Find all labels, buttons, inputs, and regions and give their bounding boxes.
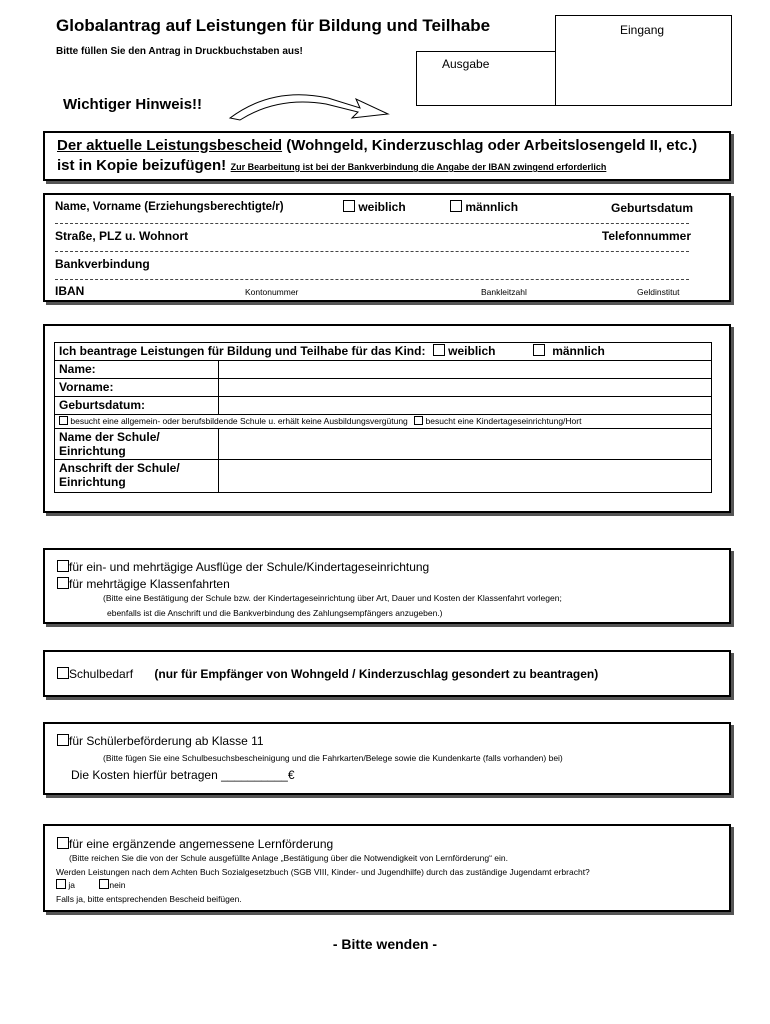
child-birth-field[interactable] <box>219 397 712 415</box>
child-birth-label: Geburtsdatum: <box>55 397 219 415</box>
supplies-checkbox[interactable] <box>57 667 69 679</box>
no-checkbox[interactable] <box>99 879 109 889</box>
school-address-field[interactable] <box>219 460 712 493</box>
applicant-bank-label: Bankverbindung <box>55 257 150 271</box>
tutoring-checkbox[interactable] <box>57 837 69 849</box>
school-check-label: besucht eine allgemein- oder berufsbildende Schule u. erhält keine Ausbildungsvergütung <box>70 416 408 426</box>
hinweis-label: Wichtiger Hinweis!! <box>63 96 203 113</box>
transport-cost[interactable]: Die Kosten hierfür betragen __________€ <box>71 768 295 782</box>
yes-label: ja <box>68 880 75 890</box>
day-trips-checkbox[interactable] <box>57 560 69 572</box>
child-name-label: Name: <box>55 361 219 379</box>
school-checkbox[interactable] <box>59 416 68 425</box>
transport-checkbox[interactable] <box>57 734 69 746</box>
applicant-blz-label: Bankleitzahl <box>481 287 527 297</box>
notice-underlined: Der aktuelle Leistungsbescheid <box>57 137 283 154</box>
applicant-male-label: männlich <box>465 200 519 214</box>
kita-checkbox[interactable] <box>414 416 423 425</box>
applicant-institute-label: Geldinstitut <box>637 287 680 297</box>
supplies-note: (nur für Empfänger von Wohngeld / Kinderzuschlag gesondert zu beantragen) <box>154 667 599 681</box>
yes-checkbox[interactable] <box>56 879 66 889</box>
child-header: Ich beantrage Leistungen für Bildung und Teilhabe für das Kind: <box>59 344 426 358</box>
trips-note-1: (Bitte eine Bestätigung der Schule bzw. der Kindertageseinrichtung über Art, Dauer und Kosten der Klassenfahrt vorlegen; <box>103 593 562 603</box>
tutoring-box <box>43 824 731 912</box>
form-subtitle: Bitte füllen Sie den Antrag in Druckbuchstaben aus! <box>56 46 303 57</box>
footer-turn-page: - Bitte wenden - <box>332 936 438 952</box>
school-address-label: Anschrift der Schule/ Einrichtung <box>55 460 219 493</box>
trips-box <box>43 548 731 624</box>
child-name-field[interactable] <box>219 361 712 379</box>
supplies-label: Schulbedarf <box>69 667 134 681</box>
notice-rest: (Wohngeld, Kinderzuschlag oder Arbeitslosengeld II, etc.) <box>282 137 698 154</box>
notice-iban-note: Zur Bearbeitung ist bei der Bankverbindung die Angabe der IBAN zwingend erforderlich <box>230 162 607 172</box>
supplies-box <box>43 650 731 697</box>
applicant-box <box>43 193 731 302</box>
child-male-label: männlich <box>552 344 605 358</box>
child-table <box>54 342 712 493</box>
notice-box <box>43 131 731 181</box>
applicant-birth-label: Geburtsdatum <box>610 201 693 215</box>
arrow-icon <box>228 88 393 124</box>
child-female-checkbox[interactable] <box>433 344 445 356</box>
tutoring-note: (Bitte reichen Sie die von der Schule ausgefüllte Anlage „Bestätigung über die Notwendigkeit von Lernförderung“ ein. <box>69 853 508 863</box>
applicant-phone-label: Telefonnummer <box>601 229 691 243</box>
class-trips-checkbox[interactable] <box>57 577 69 589</box>
applicant-male-checkbox[interactable] <box>450 200 462 212</box>
child-male-checkbox[interactable] <box>533 344 545 356</box>
child-female-label: weiblich <box>448 344 496 358</box>
applicant-line-3[interactable] <box>55 279 689 280</box>
applicant-line-2[interactable] <box>55 251 689 252</box>
trips-note-2: ebenfalls ist die Anschrift und die Bankverbindung des Zahlungsempfängers anzugeben.) <box>107 608 443 618</box>
applicant-iban-label: IBAN <box>55 284 85 298</box>
eingang-label: Eingang <box>620 23 665 37</box>
class-trips-label: für mehrtägige Klassenfahrten <box>69 577 230 591</box>
applicant-name-label: Name, Vorname (Erziehungsberechtigte/r) <box>55 201 284 213</box>
applicant-line-1[interactable] <box>55 223 689 224</box>
tutoring-attach-note: Falls ja, bitte entsprechenden Bescheid beifügen. <box>56 894 242 904</box>
no-label: nein <box>109 880 126 890</box>
transport-note: (Bitte fügen Sie eine Schulbesuchsbescheinigung und die Fahrkarten/Belege sowie die Kundenkarte (falls vorhanden) bei) <box>103 753 563 763</box>
child-vorname-field[interactable] <box>219 379 712 397</box>
transport-box <box>43 722 731 795</box>
child-vorname-label: Vorname: <box>55 379 219 397</box>
notice-line2: ist in Kopie beizufügen! <box>57 157 227 174</box>
ausgabe-label: Ausgabe <box>442 57 490 71</box>
tutoring-question: Werden Leistungen nach dem Achten Buch Sozialgesetzbuch (SGB VIII, Kinder- und Jugendhilfe) durch das zuständige Jugendamt erbracht? <box>56 867 590 877</box>
tutoring-label: für eine ergänzende angemessene Lernförderung <box>69 837 334 851</box>
school-name-field[interactable] <box>219 429 712 460</box>
ausgabe-box <box>416 51 556 106</box>
applicant-female-checkbox[interactable] <box>343 200 355 212</box>
transport-label: für Schülerbeförderung ab Klasse 11 <box>69 734 264 748</box>
eingang-box <box>555 15 732 106</box>
applicant-female-label: weiblich <box>358 200 406 214</box>
kita-check-label: besucht eine Kindertageseinrichtung/Hort <box>425 416 582 426</box>
applicant-account-label: Kontonummer <box>245 287 299 297</box>
applicant-street-label: Straße, PLZ u. Wohnort <box>55 229 189 243</box>
school-name-label: Name der Schule/ Einrichtung <box>55 429 219 460</box>
day-trips-label: für ein- und mehrtägige Ausflüge der Schule/Kindertageseinrichtung <box>69 560 430 574</box>
form-title: Globalantrag auf Leistungen für Bildung und Teilhabe <box>56 16 491 35</box>
